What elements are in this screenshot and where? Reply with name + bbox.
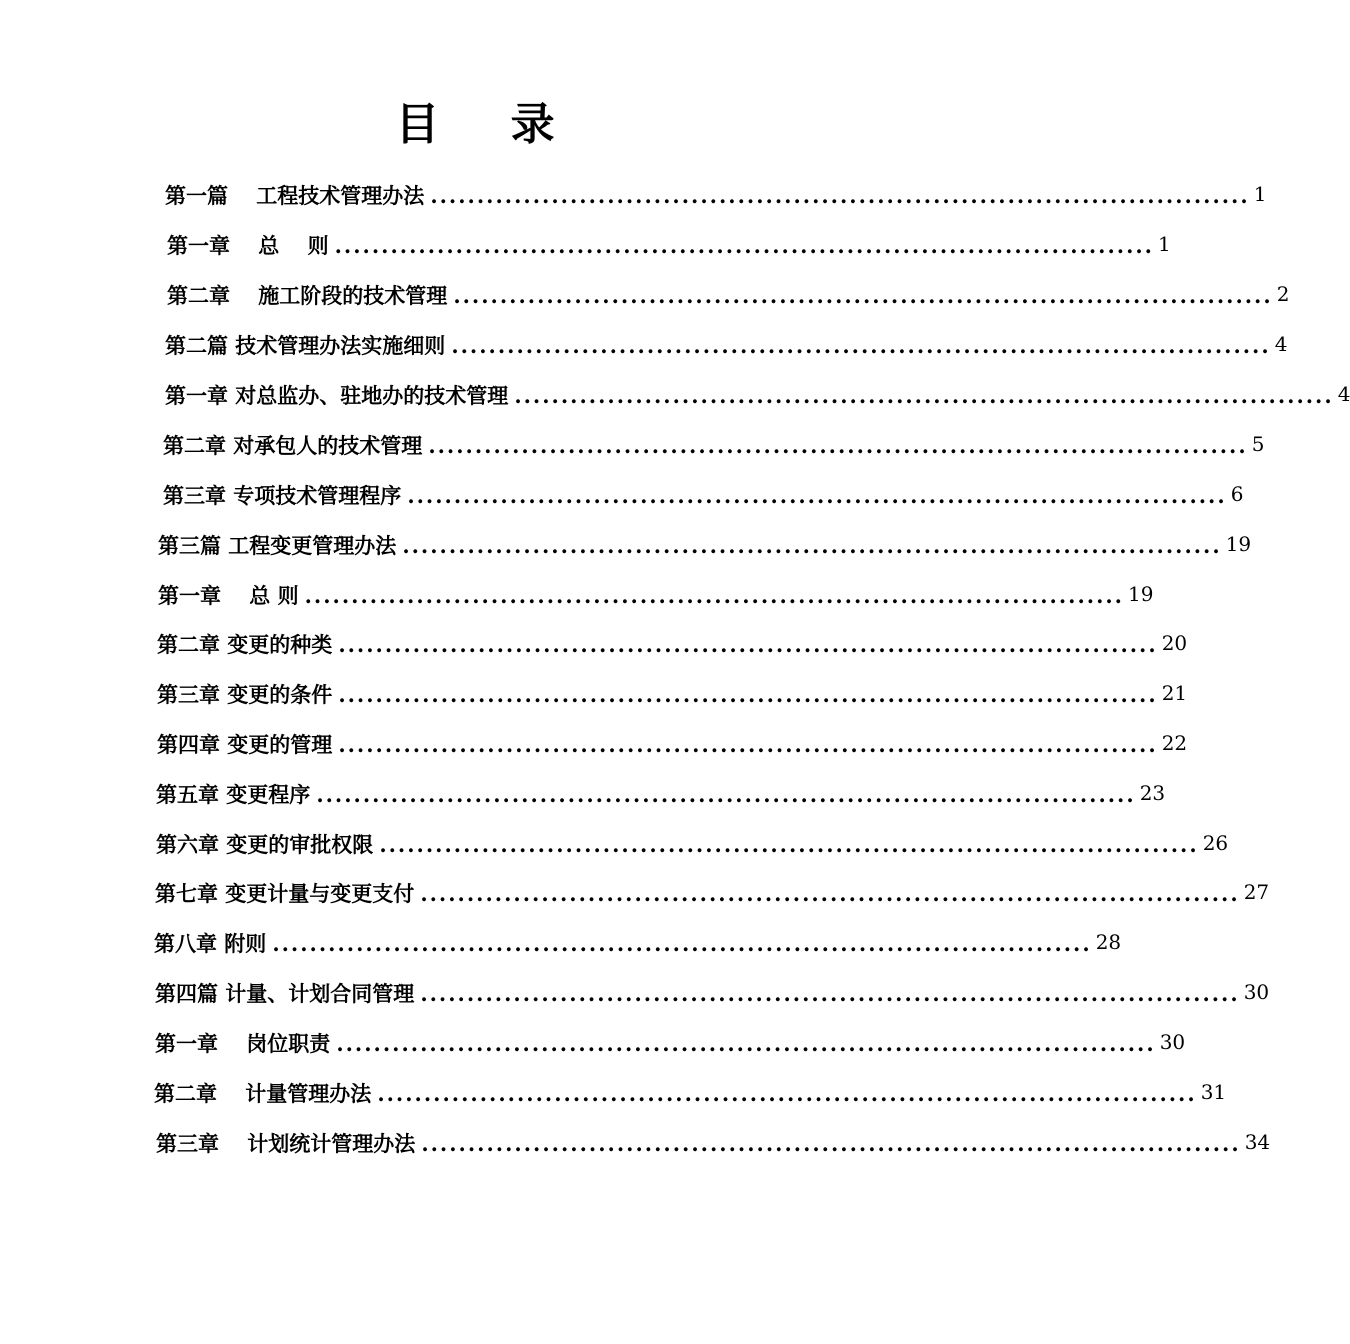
toc-entry-label: 第一章 岗位职责 (155, 1032, 331, 1056)
toc-entry (165, 328, 1288, 360)
toc-entry (155, 876, 1270, 908)
toc-entry-label: 第三章 变更的条件 (157, 683, 333, 707)
toc-entry-label: 第三章 专项技术管理程序 (163, 484, 402, 508)
toc-entry (167, 278, 1290, 310)
toc-entry (165, 178, 1267, 210)
toc-entry-label: 第一章 总 则 (158, 584, 299, 608)
toc-entry (155, 1026, 1186, 1058)
toc-entry-label: 第六章 变更的审批权限 (156, 833, 374, 857)
toc-entry-leader: ........................................................................................ (407, 483, 1227, 508)
toc-entry-leader: ........................................................................................ (336, 1031, 1156, 1056)
toc-entry-label: 第八章 附则 (154, 932, 267, 956)
toc-entry (165, 378, 1350, 410)
toc-entry-page: 21 (1161, 681, 1188, 705)
toc-entry-leader: ........................................................................................ (338, 632, 1158, 657)
toc-entry-page: 2 (1276, 282, 1290, 306)
toc-entry-label: 第三章 计划统计管理办法 (156, 1132, 416, 1156)
toc-entry (163, 428, 1265, 460)
toc-entry-leader: ........................................................................................ (420, 981, 1240, 1006)
toc-entry-leader: ........................................................................................ (420, 881, 1240, 906)
toc-entry-label: 第一篇 工程技术管理办法 (165, 184, 425, 208)
toc-entry-leader: ........................................................................................ (514, 383, 1334, 408)
toc-entry-label: 第七章 变更计量与变更支付 (155, 882, 415, 906)
toc-entry (158, 578, 1154, 610)
toc-entry (157, 627, 1188, 659)
toc-entry-page: 30 (1243, 980, 1270, 1004)
toc-entry-leader: ........................................................................................ (338, 682, 1158, 707)
toc-entry-page: 4 (1337, 382, 1350, 406)
toc-entry-leader: ........................................................................................ (421, 1131, 1241, 1156)
toc-entry-page: 4 (1274, 332, 1288, 356)
toc-entry-leader: ........................................................................................ (451, 333, 1271, 358)
toc-entry-label: 第一章 总 则 (167, 234, 329, 258)
toc-entry-label: 第四篇 计量、计划合同管理 (155, 982, 415, 1006)
toc-entry-page: 19 (1128, 582, 1154, 606)
toc-entry (163, 478, 1244, 510)
toc-entry-leader: ........................................................................................ (430, 183, 1250, 208)
toc-entry-label: 第五章 变更程序 (156, 783, 311, 807)
toc-entry-label: 第三篇 工程变更管理办法 (158, 534, 397, 558)
toc-entry-label: 第二章 计量管理办法 (154, 1082, 372, 1106)
toc-entry (156, 827, 1229, 859)
toc-entry-page: 1 (1253, 182, 1267, 206)
toc-entry-leader: ........................................................................................ (304, 583, 1124, 608)
toc-entry-page: 5 (1251, 432, 1265, 456)
toc-entry (155, 976, 1270, 1008)
toc-entry-leader: ........................................................................................ (377, 1081, 1197, 1106)
toc-entry-page: 23 (1139, 781, 1166, 805)
toc-entry-label: 第二章 对承包人的技术管理 (163, 434, 423, 458)
toc-entry-page: 27 (1243, 880, 1270, 904)
toc-entry (167, 228, 1171, 260)
toc-entry-leader: ........................................................................................ (316, 782, 1136, 807)
toc-entry-page: 26 (1202, 831, 1229, 855)
toc-entry (157, 677, 1188, 709)
toc-entry (156, 777, 1166, 809)
toc-entry-leader: ........................................................................................ (334, 233, 1154, 258)
toc-entry-page: 1 (1158, 232, 1171, 256)
toc-entry-page: 22 (1161, 731, 1188, 755)
toc-entry-label: 第一章 对总监办、驻地办的技术管理 (165, 384, 509, 408)
toc-entry-page: 20 (1161, 631, 1188, 655)
toc-entry (158, 528, 1252, 560)
toc-entry (157, 727, 1188, 759)
toc-entry (156, 1126, 1271, 1158)
toc-entry-leader: ........................................................................................ (379, 832, 1199, 857)
toc-entry-page: 19 (1225, 532, 1252, 556)
toc-entry-label: 第四章 变更的管理 (157, 733, 333, 757)
toc-entry-leader: ........................................................................................ (453, 283, 1273, 308)
toc-entry-label: 第二篇 技术管理办法实施细则 (165, 334, 446, 358)
toc-entry-leader: ........................................................................................ (338, 732, 1158, 757)
toc-entry-leader: ........................................................................................ (272, 931, 1092, 956)
toc-entry-page: 28 (1095, 930, 1122, 954)
toc-entry-leader: ........................................................................................ (428, 433, 1248, 458)
toc-entry-label: 第二章 变更的种类 (157, 633, 333, 657)
toc-entry (154, 1076, 1227, 1108)
toc-entry-leader: ........................................................................................ (402, 533, 1222, 558)
toc-entry-page: 6 (1230, 482, 1244, 506)
toc-entry-label: 第二章 施工阶段的技术管理 (167, 284, 448, 308)
page-title: 目 录 (395, 99, 583, 150)
toc-entry (154, 926, 1122, 958)
toc-entry-page: 30 (1159, 1030, 1186, 1054)
toc-entry-page: 34 (1244, 1130, 1271, 1154)
toc-entry-page: 31 (1200, 1080, 1227, 1104)
